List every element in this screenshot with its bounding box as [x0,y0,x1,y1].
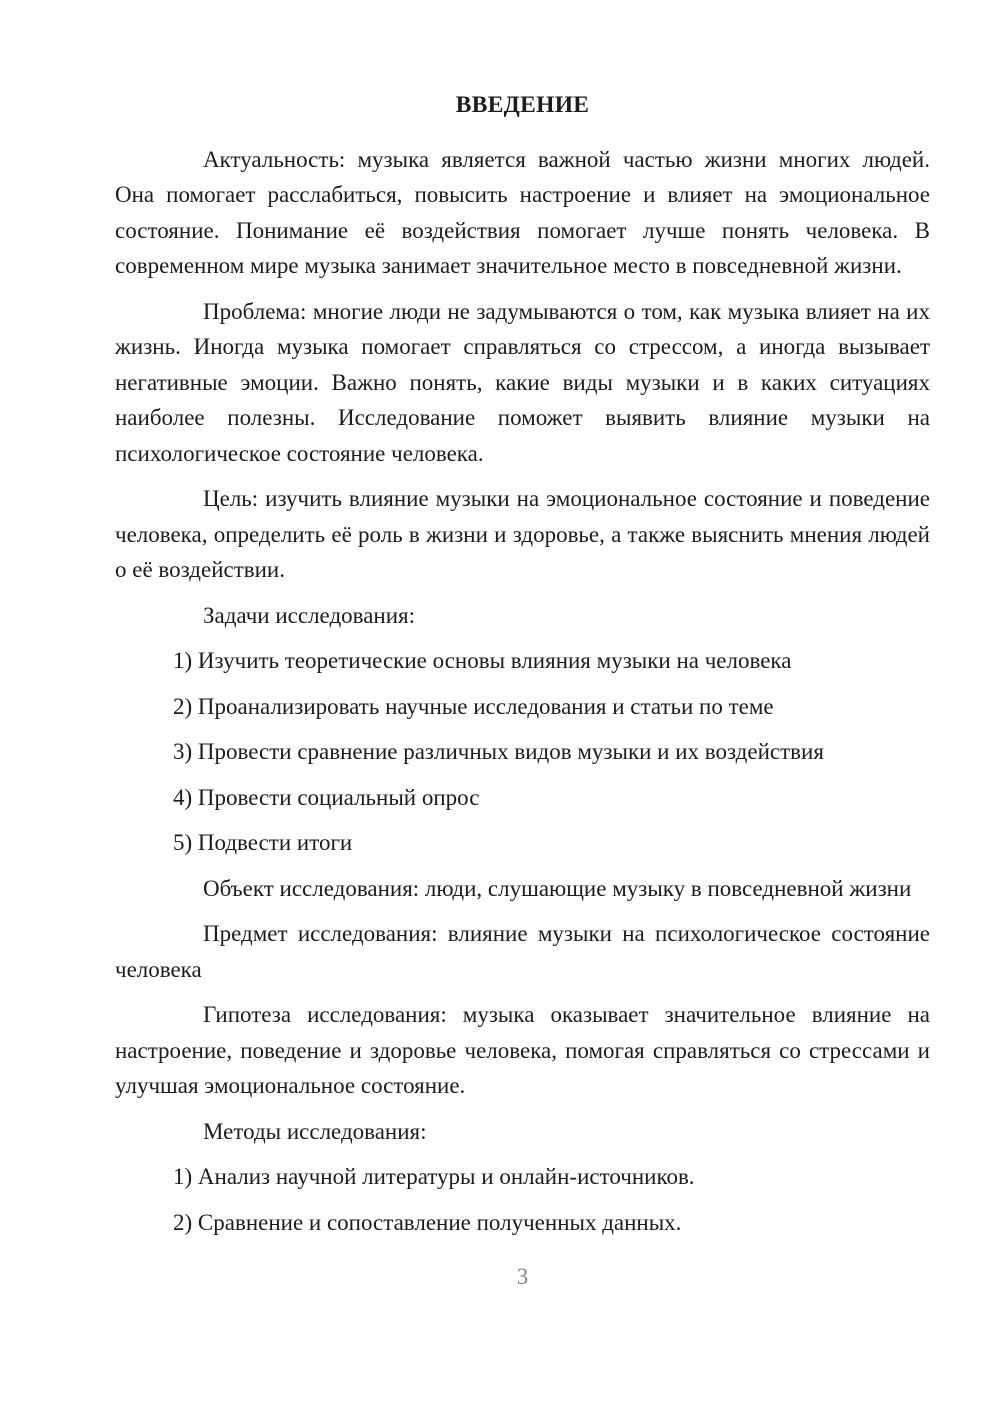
methods-label: Методы исследования: [203,1118,427,1144]
tasks-label: Задачи исследования: [203,602,416,628]
paragraph-goal: Цель: изучить влияние музыки на эмоциональное состояние и поведение человека, определить её роль в жизни и здоровье, а также выяснить мнения людей о её воздействии. [115,486,930,582]
paragraph-problem: Проблема: многие люди не задумываются о том, как музыка влияет на их жизнь. Иногда музыка помогает справляться со стрессом, а иногда вызывает негативные эмоции. Важно понять, какие виды музыки и в каких ситуациях наиболее полезны. Исследование поможет выявить влияние музыки на психологическое состояние человека. [115,298,930,466]
paragraph-object: Объект исследования: люди, слушающие музыку в повседневной жизни [203,875,912,901]
paragraph-hypothesis: Гипотеза исследования: музыка оказывает значительное влияние на настроение, поведение и здоровье человека, помогая справляться со стрессами и улучшая эмоциональное состояние. [115,1002,930,1098]
method-item-1: 1) Анализ научной литературы и онлайн-источников. [173,1164,695,1189]
page-title: ВВЕДЕНИЕ [455,92,590,118]
task-item-3: 3) Провести сравнение различных видов музыки и их воздействия [173,739,824,764]
page-number: 3 [516,1264,529,1289]
paragraph-subject: Предмет исследования: влияние музыки на психологическое состояние человека [115,921,930,982]
method-item-2: 2) Сравнение и сопоставление полученных данных. [173,1209,682,1235]
paragraph-relevance: Актуальность: музыка является важной частью жизни многих людей. Она помогает расслабиться, повысить настроение и влияет на эмоциональное состояние. Понимание её воздействия помогает лучше понять человека. В современном мире музыка занимает значительное место в повседневной жизни. [115,146,930,278]
task-item-4: 4) Провести социальный опрос [173,784,480,810]
task-item-2: 2) Проанализировать научные исследования и статьи по теме [173,693,774,719]
task-item-1: 1) Изучить теоретические основы влияния музыки на человека [173,648,792,673]
task-item-5: 5) Подвести итоги [173,830,353,855]
